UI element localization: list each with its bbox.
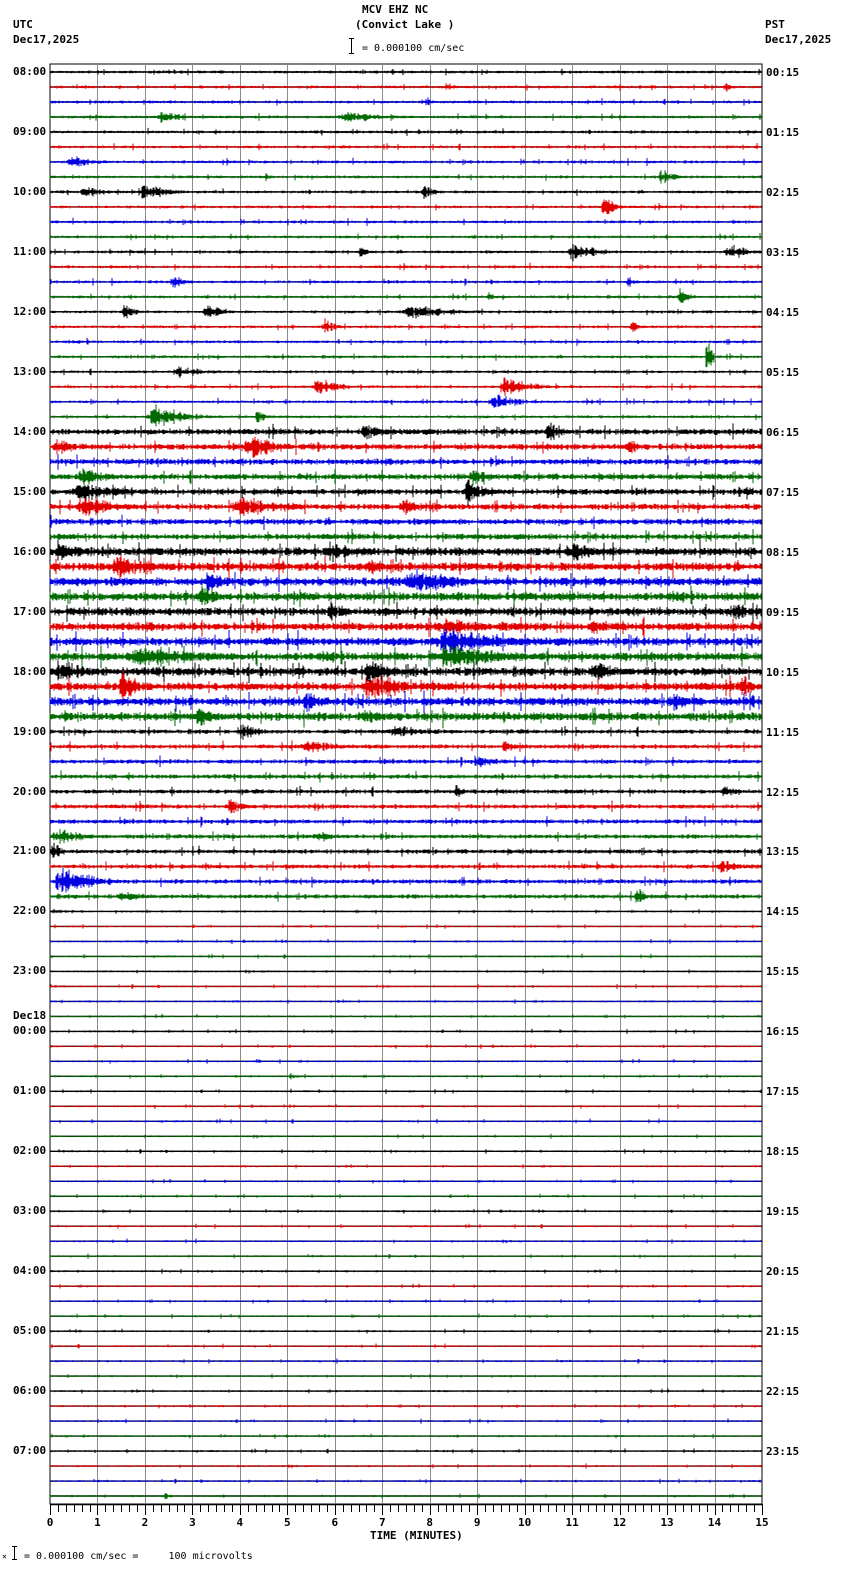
utc-hour-label: 09:00 xyxy=(13,124,47,138)
utc-hour-label: 18:00 xyxy=(13,664,47,678)
pst-hour-label: 14:15 xyxy=(766,905,800,919)
pst-hour-label: 15:15 xyxy=(766,965,800,979)
utc-hour-label: 13:00 xyxy=(13,364,47,378)
utc-hour-label: 05:00 xyxy=(13,1324,47,1338)
x-tick-label: 7 xyxy=(378,1516,386,1529)
pst-hour-label: 06:15 xyxy=(766,425,800,439)
utc-hour-label: 10:00 xyxy=(13,184,47,198)
pst-hour-label: 01:15 xyxy=(766,125,800,139)
utc-hour-label: 12:00 xyxy=(13,304,47,318)
pst-hour-label: 12:15 xyxy=(766,785,800,799)
pst-hour-label: 08:15 xyxy=(766,545,800,559)
x-tick-label: 12 xyxy=(612,1516,627,1529)
pst-hour-label: 17:15 xyxy=(766,1085,800,1099)
pst-hour-label: 13:15 xyxy=(766,845,800,859)
pst-hour-label: 19:15 xyxy=(766,1205,800,1219)
scale-bar-icon xyxy=(349,38,355,54)
seismic-traces xyxy=(50,69,762,1500)
x-tick-label: 10 xyxy=(518,1516,532,1529)
x-tick-label: 11 xyxy=(565,1516,579,1529)
scale-label: = 0.000100 cm/sec xyxy=(362,43,465,54)
x-tick-label: 2 xyxy=(141,1516,149,1529)
pst-hour-label: 02:15 xyxy=(766,185,800,199)
x-tick-label: 4 xyxy=(236,1516,244,1529)
station-location: (Convict Lake ) xyxy=(355,18,455,31)
pst-hour-label: 05:15 xyxy=(766,365,800,379)
utc-hour-label: 11:00 xyxy=(13,244,47,258)
utc-hour-label: 07:00 xyxy=(13,1444,47,1458)
pst-hour-label: 07:15 xyxy=(766,485,800,499)
x-tick-label: 0 xyxy=(46,1516,54,1529)
pst-hour-label: 21:15 xyxy=(766,1325,800,1339)
pst-hour-label: 04:15 xyxy=(766,305,800,319)
utc-hour-label: 06:00 xyxy=(13,1384,47,1398)
utc-hour-label: 23:00 xyxy=(13,964,47,978)
x-tick-label: 1 xyxy=(94,1516,101,1529)
pst-hour-label: 11:15 xyxy=(766,725,800,739)
utc-hour-label: 15:00 xyxy=(13,484,47,498)
utc-hour-label: 08:00 xyxy=(13,65,47,78)
pst-hour-label: 16:15 xyxy=(766,1025,800,1039)
x-tick-label: 5 xyxy=(284,1516,291,1529)
x-axis-title: TIME (MINUTES) xyxy=(370,1529,463,1542)
footer-scale-text: = 0.000100 cm/sec = 100 microvolts xyxy=(24,1551,253,1562)
utc-hour-label: 21:00 xyxy=(13,844,47,858)
right-timezone: PST xyxy=(765,18,785,31)
pst-hour-label: 03:15 xyxy=(766,245,800,259)
utc-hour-label: 03:00 xyxy=(13,1204,47,1218)
x-tick-label: 13 xyxy=(660,1516,674,1529)
x-tick-label: 3 xyxy=(189,1516,196,1529)
utc-hour-label: 02:00 xyxy=(13,1144,47,1158)
x-tick-label: 15 xyxy=(755,1516,769,1529)
footer-scale-bar-icon xyxy=(12,1546,18,1560)
plot-grid xyxy=(50,64,762,1504)
utc-hour-label: 20:00 xyxy=(13,784,47,798)
footer-prefix-icon: × xyxy=(2,1552,7,1561)
utc-hour-label: 00:00 xyxy=(13,1024,47,1038)
x-axis xyxy=(50,1504,763,1515)
pst-hour-label: 10:15 xyxy=(766,665,800,679)
utc-hour-label: 19:00 xyxy=(13,724,47,738)
utc-hour-label: 16:00 xyxy=(13,544,47,558)
pst-hour-label: 18:15 xyxy=(766,1145,800,1159)
pst-hour-label: 09:15 xyxy=(766,605,800,619)
utc-hour-label: 04:00 xyxy=(13,1264,47,1278)
x-tick-label: 8 xyxy=(426,1516,434,1529)
utc-hour-label: 22:00 xyxy=(13,904,47,918)
utc-hour-label: 17:00 xyxy=(13,604,47,618)
utc-hour-label: 01:00 xyxy=(13,1084,47,1098)
x-tick-label: 14 xyxy=(707,1516,722,1529)
date-change-label: Dec18 xyxy=(13,1009,47,1023)
pst-hour-label: 22:15 xyxy=(766,1385,800,1399)
pst-hour-label: 23:15 xyxy=(766,1445,800,1459)
x-tick-label: 9 xyxy=(473,1516,481,1529)
station-title: MCV EHZ NC xyxy=(362,3,429,16)
utc-hour-label: 14:00 xyxy=(13,424,47,438)
left-date: Dec17,2025 xyxy=(13,33,80,46)
x-tick-label: 6 xyxy=(331,1516,339,1529)
right-date: Dec17,2025 xyxy=(765,33,832,46)
pst-hour-label: 00:15 xyxy=(766,66,800,79)
pst-hour-label: 20:15 xyxy=(766,1265,800,1279)
left-timezone: UTC xyxy=(13,18,33,31)
